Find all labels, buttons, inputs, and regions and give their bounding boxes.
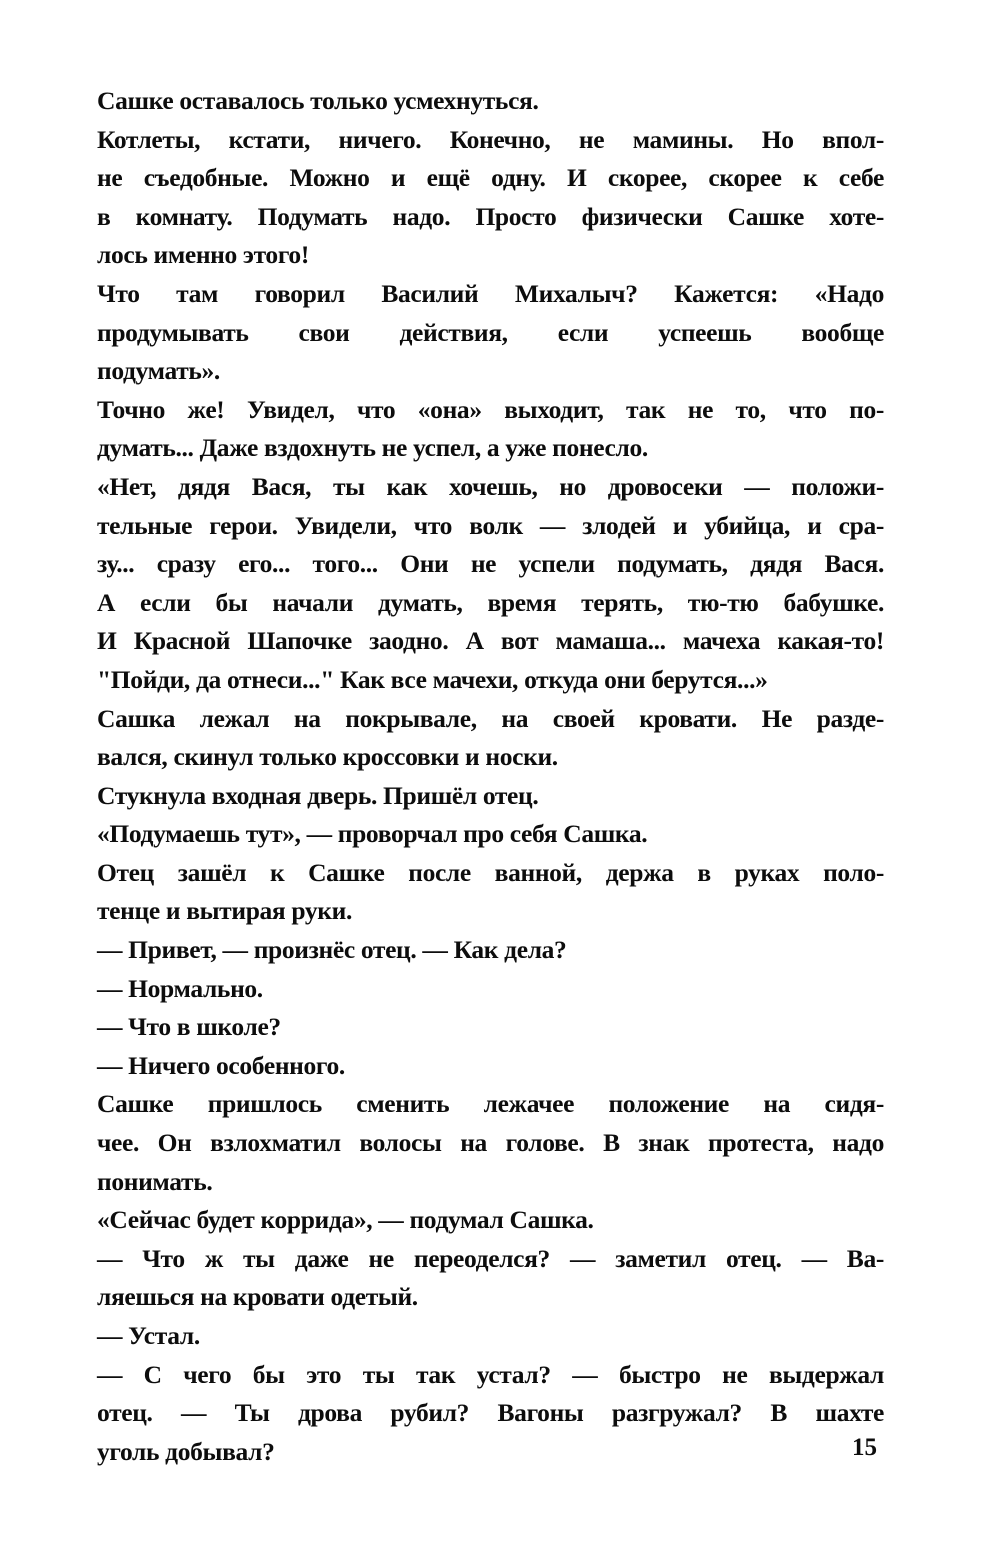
dialogue-line: — Нормально. — [97, 973, 263, 1003]
dialogue-line: — С чего бы это ты так устал? — быстро не выдержал — [97, 1359, 884, 1389]
text-line: «Подумаешь тут», — проворчал про себя Сашка. — [97, 819, 648, 849]
text-line: не съедобные. Можно и ещё одну. И скорее, скорее к себе — [97, 163, 884, 193]
text-line: тельные герои. Увидели, что волк — злодей и убийца, и сра- — [97, 510, 884, 540]
text-line: Что там говорил Василий Михалыч? Кажется: «Надо — [97, 278, 884, 308]
text-line: Точно же! Увидел, что «она» выходит, так не то, что по- — [97, 394, 884, 424]
page-body — [97, 82, 884, 1471]
text-line: И Красной Шапочке заодно. А вот мамаша... мачеха какая-то! — [97, 626, 884, 656]
text-line: ляешься на кровати одетый. — [97, 1282, 418, 1312]
text-line: "Пойди, да отнеси..." Как все мачехи, откуда они берутся...» — [97, 664, 768, 694]
text-line: уголь добывал? — [97, 1436, 275, 1466]
dialogue-line: — Привет, — произнёс отец. — Как дела? — [97, 935, 567, 965]
text-line: лось именно этого! — [97, 240, 309, 270]
text-line: понимать. — [97, 1166, 213, 1196]
text-line: Сашке оставалось только усмехнуться. — [97, 86, 539, 115]
text-line: Сашке пришлось сменить лежачее положение на сидя- — [97, 1089, 884, 1119]
text-line: зу... сразу его... того... Они не успели подумать, дядя Вася. — [97, 549, 884, 579]
page-number: 15 — [852, 1434, 877, 1461]
text-line: вался, скинул только кроссовки и носки. — [97, 742, 558, 772]
text-line: Стукнула входная дверь. Пришёл отец. — [97, 780, 539, 810]
text-line: «Нет, дядя Вася, ты как хочешь, но дровосеки — положи- — [97, 471, 884, 501]
text-line: думать... Даже вздохнуть не успел, а уже понесло. — [97, 433, 648, 463]
text-line: чее. Он взлохматил волосы на голове. В знак протеста, надо — [97, 1128, 884, 1158]
text-line: тенце и вытирая руки. — [97, 896, 352, 926]
text-line: Котлеты, кстати, ничего. Конечно, не мамины. Но впол- — [97, 124, 884, 154]
dialogue-line: — Что в школе? — [97, 1012, 281, 1042]
dialogue-line: — Ничего особенного. — [97, 1050, 345, 1080]
text-line: Отец зашёл к Сашке после ванной, держа в руках поло- — [97, 857, 884, 887]
text-line: «Сейчас будет коррида», — подумал Сашка. — [97, 1205, 594, 1235]
text-line: подумать». — [97, 356, 220, 386]
dialogue-line: — Что ж ты даже не переоделся? — заметил отец. — Ва- — [97, 1243, 884, 1273]
text-line: Сашка лежал на покрывале, на своей кровати. Не разде- — [97, 703, 884, 733]
text-line: продумывать свои действия, если успеешь вообще — [97, 317, 884, 347]
dialogue-line: — Устал. — [97, 1321, 200, 1350]
text-line: отец. — Ты дрова рубил? Вагоны разгружал? В шахте — [97, 1398, 884, 1428]
text-line: А если бы начали думать, время терять, тю-тю бабушке. — [97, 587, 884, 617]
text-line: в комнату. Подумать надо. Просто физически Сашке хоте- — [97, 201, 884, 231]
